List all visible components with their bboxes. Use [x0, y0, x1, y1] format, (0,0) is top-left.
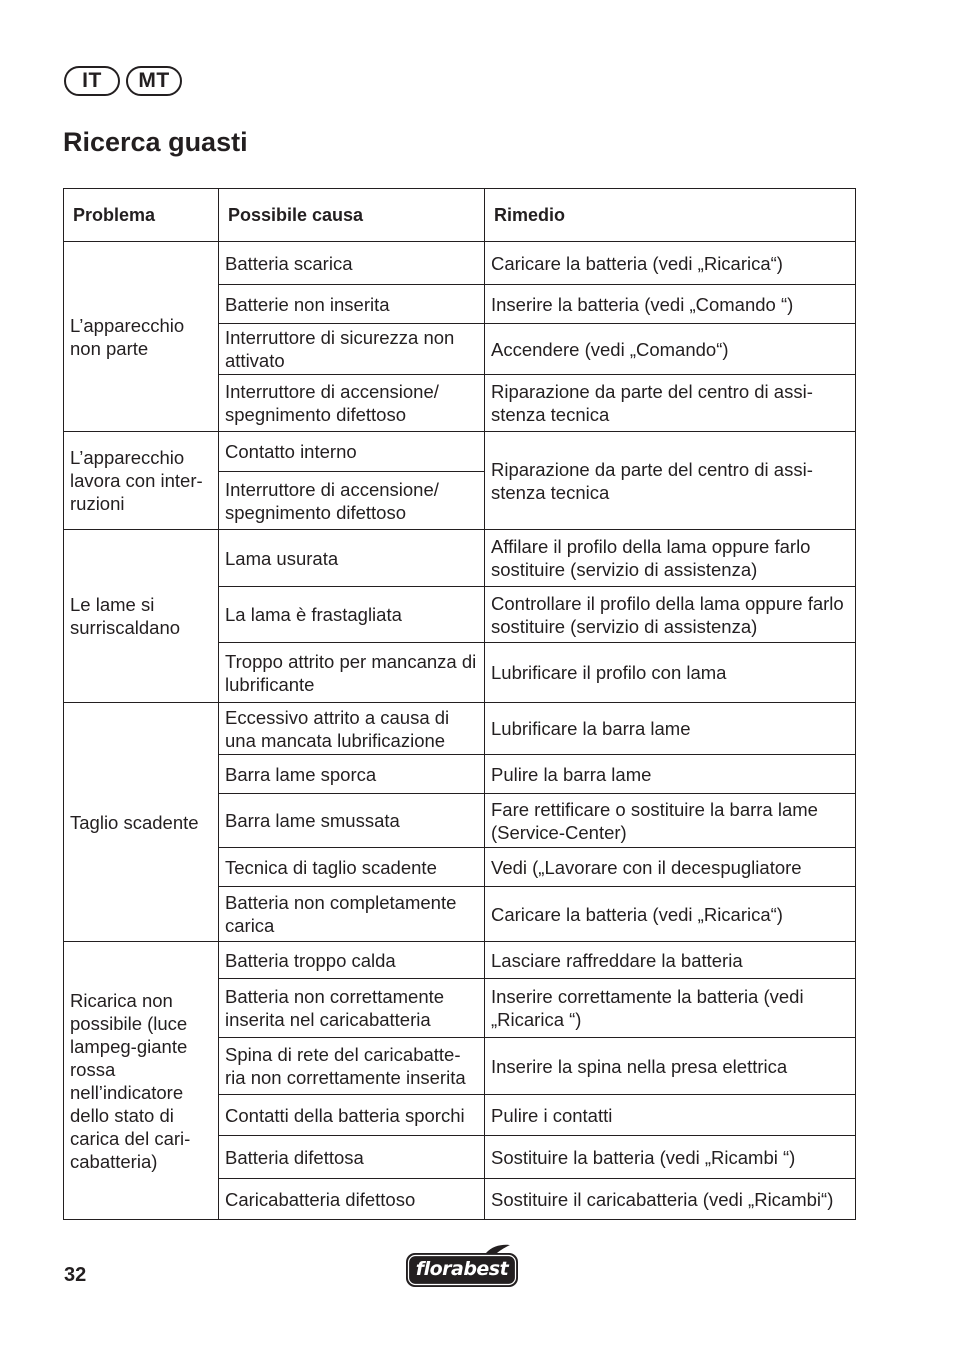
cause-cell: Lama usurata [219, 530, 485, 587]
cause-cell: Batteria non completamente carica [219, 887, 485, 942]
cause-cell: Eccessivo attrito a causa di una mancata lubrificazione [219, 703, 485, 755]
remedy-cell: Pulire la barra lame [485, 755, 856, 794]
table-row [64, 703, 856, 755]
header-problem: Problema [64, 189, 219, 242]
remedy-cell: Caricare la batteria (vedi „Ricarica“) [485, 242, 856, 285]
remedy-cell: Fare rettificare o sostituire la barra lame (Service-Center) [485, 794, 856, 848]
cause-cell: Batteria scarica [219, 242, 485, 285]
cause-cell: Barra lame smussata [219, 794, 485, 848]
table-row [64, 942, 856, 979]
remedy-cell: Lubrificare il profilo con lama [485, 643, 856, 703]
remedy-cell: Controllare il profilo della lama oppure farlo sostituire (servizio di assistenza) [485, 587, 856, 643]
remedy-cell: Vedi („Lavorare con il decespugliatore [485, 848, 856, 887]
cause-cell: Troppo attrito per mancanza di lubrificante [219, 643, 485, 703]
table-header-row [64, 189, 856, 242]
problem-cell: L’apparecchio non parte [64, 242, 219, 432]
cause-cell: Interruttore di accensione/ spegnimento difettoso [219, 375, 485, 432]
table-body [64, 242, 856, 1220]
troubleshooting-table [63, 188, 856, 1220]
cause-cell: Interruttore di accensione/ spegnimento difettoso [219, 472, 485, 530]
remedy-cell: Inserire correttamente la batteria (vedi „Ricarica “) [485, 979, 856, 1038]
language-badge-mt: MT [126, 66, 182, 96]
remedy-cell: Lubrificare la barra lame [485, 703, 856, 755]
language-badge-it: IT [64, 66, 120, 96]
page-title: Ricerca guasti [63, 127, 248, 157]
header-cause: Possibile causa [219, 189, 485, 242]
cause-cell: Contatto interno [219, 432, 485, 472]
cause-cell: Contatti della batteria sporchi [219, 1095, 485, 1136]
logo-text: florabest [415, 1258, 509, 1280]
table-row [64, 242, 856, 285]
problem-cell: Ricarica non possibile (luce lampeg-giante rossa nell’indicatore dello stato di carica del cari-cabatteria) [64, 942, 219, 1220]
problem-cell: Taglio scadente [64, 703, 219, 942]
cause-cell: Tecnica di taglio scadente [219, 848, 485, 887]
cause-cell: Batterie non inserita [219, 285, 485, 324]
table-row [64, 432, 856, 472]
table-row [64, 530, 856, 587]
cause-cell: Barra lame sporca [219, 755, 485, 794]
cause-cell: Caricabatteria difettoso [219, 1179, 485, 1220]
remedy-cell: Caricare la batteria (vedi „Ricarica“) [485, 887, 856, 942]
header-remedy: Rimedio [485, 189, 856, 242]
remedy-cell: Inserire la spina nella presa elettrica [485, 1038, 856, 1095]
remedy-cell: Riparazione da parte del centro di assi-stenza tecnica [485, 432, 856, 530]
cause-cell: La lama è frastagliata [219, 587, 485, 643]
problem-cell: L’apparecchio lavora con inter-ruzioni [64, 432, 219, 530]
problem-cell: Le lame si surriscaldano [64, 530, 219, 703]
cause-cell: Batteria non correttamente inserita nel caricabatteria [219, 979, 485, 1038]
remedy-cell: Sostituire il caricabatteria (vedi „Ricambi“) [485, 1179, 856, 1220]
remedy-cell: Lasciare raffreddare la batteria [485, 942, 856, 979]
cause-cell: Spina di rete del caricabatte-ria non correttamente inserita [219, 1038, 485, 1095]
language-badges [64, 66, 182, 96]
page-number: 32 [64, 1264, 87, 1286]
remedy-cell: Pulire i contatti [485, 1095, 856, 1136]
remedy-cell: Inserire la batteria (vedi „Comando “) [485, 285, 856, 324]
cause-cell: Interruttore di sicurezza non attivato [219, 324, 485, 375]
remedy-cell: Riparazione da parte del centro di assi-stenza tecnica [485, 375, 856, 432]
remedy-cell: Accendere (vedi „Comando“) [485, 324, 856, 375]
florabest-logo [404, 1244, 520, 1290]
remedy-cell: Affilare il profilo della lama oppure farlo sostituire (servizio di assistenza) [485, 530, 856, 587]
remedy-cell: Sostituire la batteria (vedi „Ricambi “) [485, 1136, 856, 1179]
cause-cell: Batteria troppo calda [219, 942, 485, 979]
cause-cell: Batteria difettosa [219, 1136, 485, 1179]
